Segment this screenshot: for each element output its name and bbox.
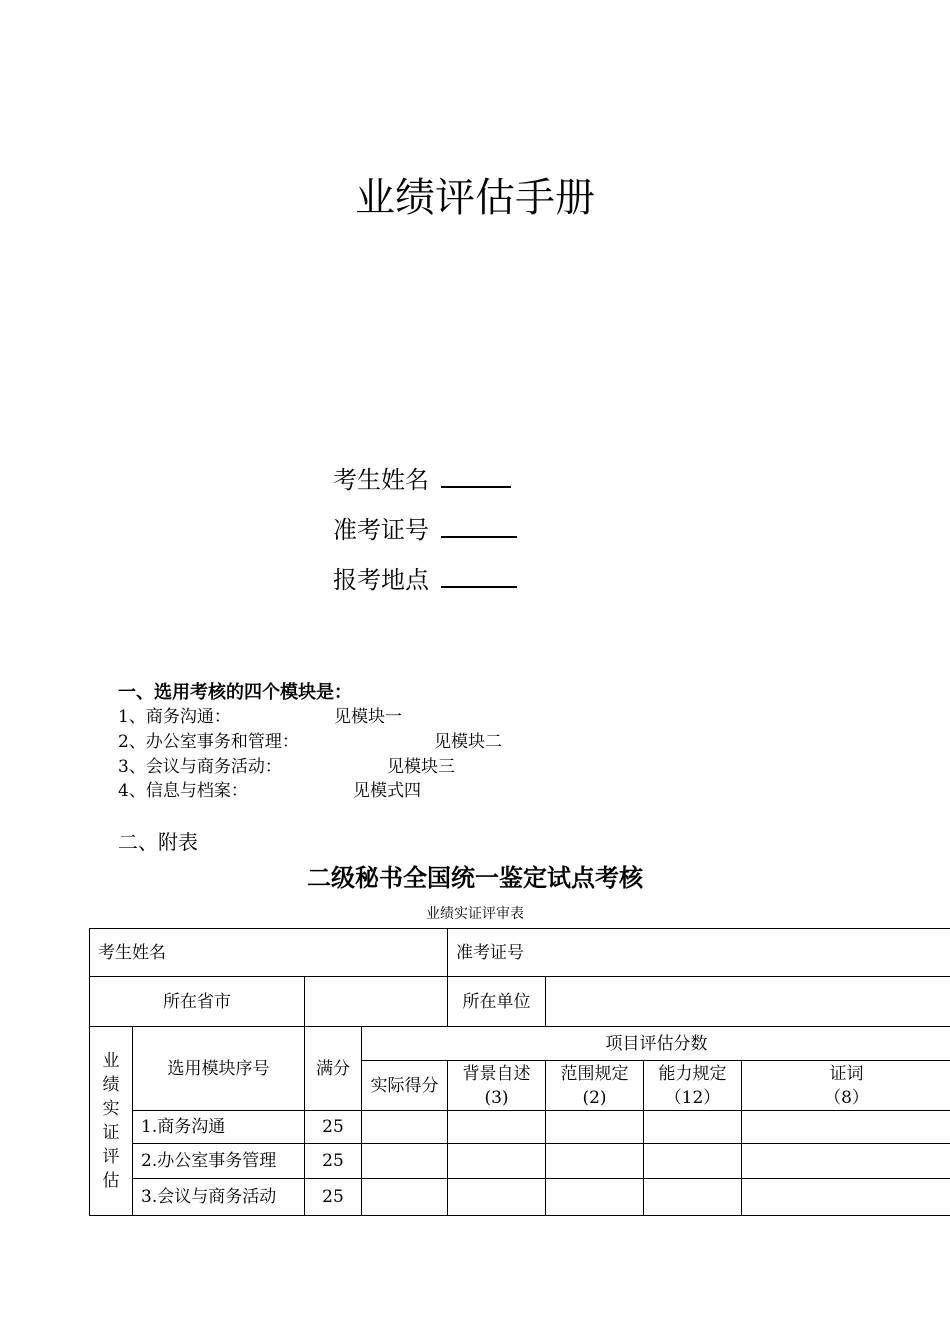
score-cell[interactable] [546, 1111, 644, 1144]
table-row [90, 1144, 950, 1179]
scope-header: 范围规定 (2) [546, 1061, 644, 1111]
score-cell[interactable] [546, 1144, 644, 1179]
module-name-cell: 2.办公室事务管理 [133, 1144, 305, 1179]
module-item-label: 4、信息与档案： [118, 781, 248, 801]
score-cell[interactable] [448, 1111, 546, 1144]
scores-header: 项目评估分数 [362, 1027, 950, 1061]
section1-heading: 一、选用考核的四个模块是： [118, 682, 352, 703]
exam-location-field [333, 564, 517, 596]
score-cell[interactable] [448, 1144, 546, 1179]
module-item-ref: 见模块三 [387, 757, 455, 777]
table-row [90, 1111, 950, 1144]
actual-score-header: 实际得分 [362, 1061, 448, 1111]
admission-number-label: 准考证号 [333, 516, 429, 544]
full-score-cell: 25 [305, 1111, 362, 1144]
full-score-header: 满分 [305, 1027, 362, 1111]
candidate-name-field [333, 464, 511, 496]
side-label-char: 实 [102, 1099, 120, 1119]
side-label-char: 证 [102, 1123, 120, 1143]
province-cell[interactable] [305, 977, 448, 1027]
table-title: 二级秘书全国统一鉴定试点考核 [307, 864, 643, 892]
admission-number-field [333, 514, 517, 546]
module-name-cell: 1.商务沟通 [133, 1111, 305, 1144]
score-cell[interactable] [644, 1144, 742, 1179]
admission-number-header: 准考证号 [448, 929, 950, 977]
background-header: 背景自述 (3) [448, 1061, 546, 1111]
candidate-name-header: 考生姓名 [90, 929, 448, 977]
module-item-ref: 见模块二 [434, 732, 502, 752]
module-header: 选用模块序号 [133, 1027, 305, 1111]
side-label-char: 估 [102, 1171, 120, 1191]
score-cell[interactable] [448, 1179, 546, 1216]
ability-header: 能力规定 （12） [644, 1061, 742, 1111]
score-cell[interactable] [644, 1179, 742, 1216]
score-cell[interactable] [362, 1179, 448, 1216]
full-score-cell: 25 [305, 1144, 362, 1179]
exam-location-blank[interactable] [441, 564, 517, 588]
module-item-label: 1、商务沟通： [118, 707, 231, 727]
score-cell[interactable] [742, 1144, 950, 1179]
module-item-label: 3、会议与商务活动： [118, 757, 282, 777]
score-cell[interactable] [546, 1179, 644, 1216]
province-label: 所在省市 [90, 977, 305, 1027]
side-label-char: 绩 [102, 1075, 120, 1095]
testimony-header: 证词 （8） [742, 1061, 950, 1111]
exam-location-label: 报考地点 [333, 566, 429, 594]
evaluation-table [89, 928, 950, 1216]
score-cell[interactable] [742, 1179, 950, 1216]
score-cell[interactable] [362, 1144, 448, 1179]
module-name-cell: 3.会议与商务活动 [133, 1179, 305, 1216]
score-cell[interactable] [742, 1111, 950, 1144]
module-item-ref: 见模式四 [353, 781, 421, 801]
table-subtitle: 业绩实证评审表 [426, 906, 524, 922]
unit-label: 所在单位 [448, 977, 546, 1027]
full-score-cell: 25 [305, 1179, 362, 1216]
candidate-name-label: 考生姓名 [333, 466, 429, 494]
side-label [90, 1027, 133, 1216]
admission-number-blank[interactable] [441, 514, 517, 538]
section2-heading: 二、附表 [118, 830, 198, 854]
module-item-ref: 见模块一 [334, 707, 402, 727]
unit-cell[interactable] [546, 977, 950, 1027]
candidate-name-blank[interactable] [441, 464, 511, 488]
table-row [90, 1179, 950, 1216]
side-label-char: 业 [102, 1051, 120, 1071]
module-item-label: 2、办公室事务和管理： [118, 732, 299, 752]
score-cell[interactable] [644, 1111, 742, 1144]
page-title: 业绩评估手册 [355, 175, 595, 221]
score-cell[interactable] [362, 1111, 448, 1144]
side-label-char: 评 [102, 1147, 120, 1167]
